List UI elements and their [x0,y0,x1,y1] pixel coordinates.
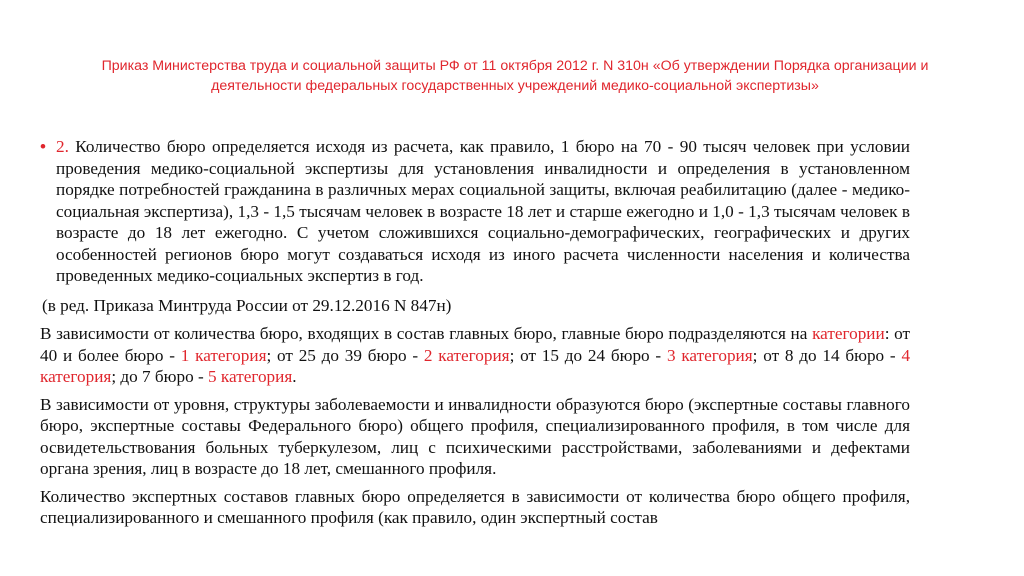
categories-word: категории [812,324,885,343]
slide-title: Приказ Министерства труда и социальной защиты РФ от 11 октября 2012 г. N 310н «Об утверждении Порядка организации и деятельности федеральных государственных учреждений медико-социальной экспертизы» [101,58,929,94]
categories-text-2: : от 40 и более бюро - [40,324,911,365]
category-4: 4 категория [40,345,911,386]
bullet-number: 2. [56,137,69,156]
structure-paragraph: В зависимости от уровня, структуры заболеваемости и инвалидности образуются бюро (экспертные составы главного бюро, экспертные составы Федерального бюро) общего профиля, специализированного профиля, в том числе для освидетельствования больных туберкулезом, лиц с психическими расстройствами, заболеваниями и дефектами органа зрения, лиц в возрасте до 18 лет, смешанного профиля. [40,394,910,478]
bullet-icon: • [40,137,46,156]
category-3: 3 категория [666,345,753,365]
categories-text-7: . [292,367,297,386]
expert-compositions-paragraph: Количество экспертных составов главных бюро определяется в зависимости от количества бюро общего профиля, специализированного и смешанного профиля (как правило, один экспертный состав [40,486,910,527]
categories-text-6: ; до 7 бюро - [111,367,209,386]
categories-paragraph [40,323,910,388]
category-5: 5 категория [208,367,293,386]
amendment-note: (в ред. Приказа Минтруда России от 29.12.2016 N 847н) [42,295,452,315]
categories-text-1: В зависимости от количества бюро, входящих в состав главных бюро, главные бюро подразделяются на [40,324,813,343]
bullet-paragraph [40,136,910,287]
category-1: 1 категория [180,345,267,365]
categories-text-4: ; от 15 до 24 бюро - [509,345,667,365]
categories-text-5: ; от 8 до 14 бюро - [752,345,902,365]
categories-text-3: ; от 25 до 39 бюро - [266,345,424,365]
bullet-text: Количество бюро определяется исходя из расчета, как правило, 1 бюро на 70 - 90 тысяч человек при условии проведения медико-социальной экспертизы для установления инвалидности и определения в установленном порядке потребностей гражданина в различных мерах социальной защиты, включая реабилитацию (далее - медико-социальная экспертиза), 1,3 - 1,5 тысячам человек в возрасте 18 лет и старше ежегодно и 1,0 - 1,3 тысячам человек в возрасте до 18 лет ежегодно. С учетом сложившихся социально-демографических, географических и других особенностей регионов бюро могут создаваться исходя из иного расчета численности населения и количества проведенных медико-социальных экспертиз в год. [56,137,910,285]
slide-body [40,136,910,535]
category-2: 2 категория [423,345,510,365]
